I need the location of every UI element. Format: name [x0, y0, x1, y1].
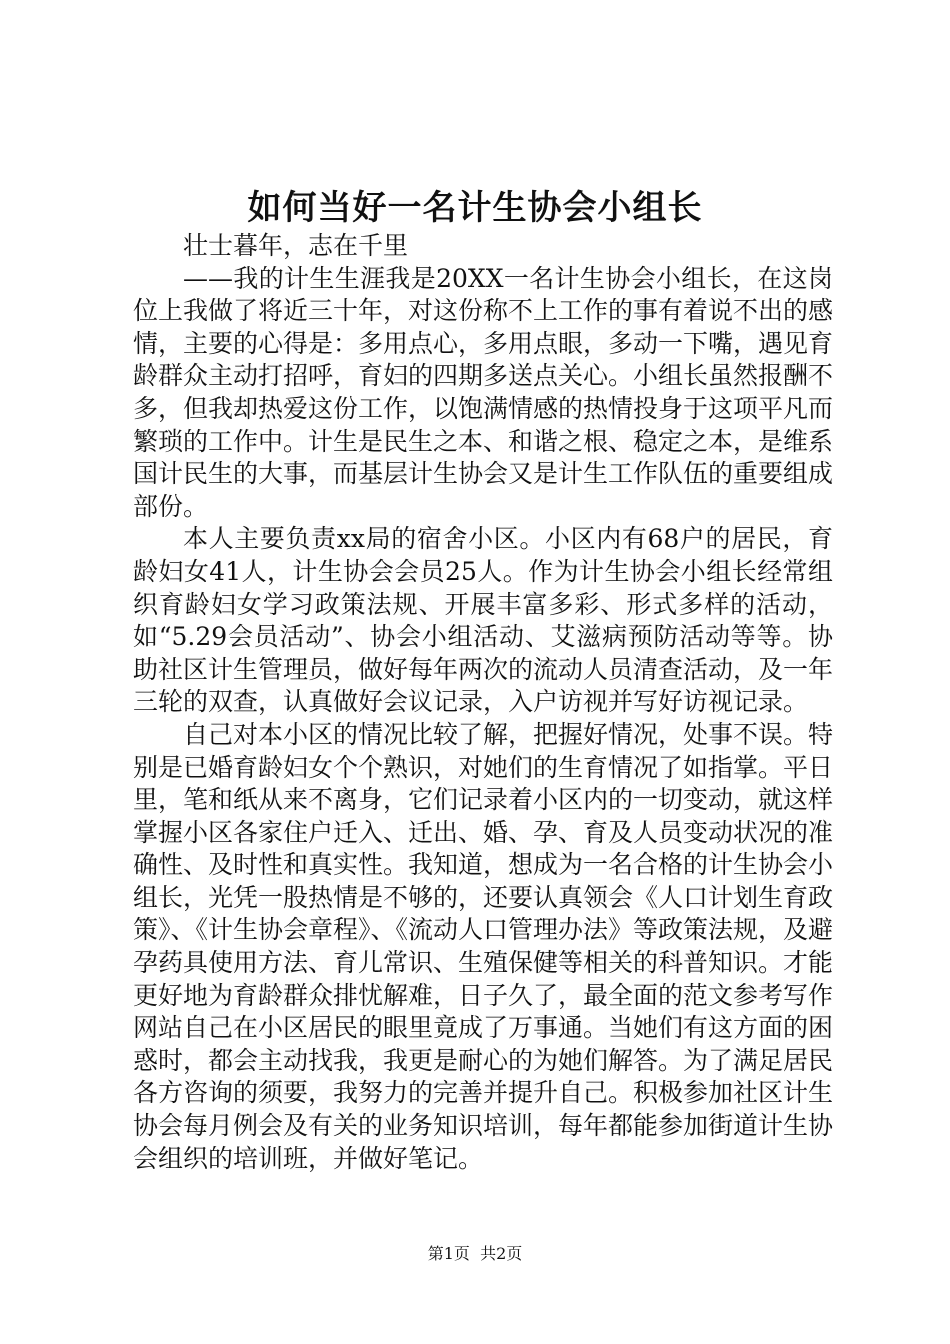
- paragraph-intro: ——我的计生生涯我是20XX一名计生协会小组长，在这岗位上我做了将近三十年，对这份称不上工作的事有着说不出的感情，主要的心得是：多用点心，多用点眼，多动一下嘴，遇见育龄群众主动打招呼，育妇的四期多送点关心。小组长虽然报酬不多，但我却热爱这份工作，以饱满情感的热情投身于这项平凡而繁琐的工作中。计生是民生之本、和谐之根、稳定之本，是维系国计民生的大事，而基层计生协会又是计生工作队伍的重要组成部份。: [133, 263, 834, 521]
- paragraph-responsibilities: 本人主要负责xx局的宿舍小区。小区内有68户的居民，育龄妇女41人，计生协会会员25人。作为计生协会小组长经常组织育龄妇女学习政策法规、开展丰富多彩、形式多样的活动，如“5.29会员活动”、协会小组活动、艾滋病预防活动等等。协助社区计生管理员，做好每年两次的流动人员清查活动，及一年三轮的双查，认真做好会议记录，入户访视并写好访视记录。: [133, 524, 834, 717]
- page-number: 第1页: [427, 1244, 470, 1263]
- document-body: [133, 230, 833, 1175]
- page-footer: [0, 1243, 950, 1265]
- page-total: 共2页: [480, 1244, 523, 1263]
- paragraph-subtitle: 壮士暮年，志在千里: [183, 231, 409, 260]
- paragraph-knowledge: 自己对本小区的情况比较了解，把握好情况，处事不误。特别是已婚育龄妇女个个熟识，对她们的生育情况了如指掌。平日里，笔和纸从来不离身，它们记录着小区内的一切变动，就这样掌握小区各家住户迁入、迁出、婚、孕、育及人员变动状况的准确性、及时性和真实性。我知道，想成为一名合格的计生协会小组长，光凭一股热情是不够的，还要认真领会《人口计划生育政策》、《计生协会章程》、《流动人口管理办法》等政策法规，及避孕药具使用方法、育儿常识、生殖保健等相关的科普知识。才能更好地为育龄群众排忧解难，日子久了，最全面的范文参考写作网站自己在小区居民的眼里竟成了万事通。当她们有这方面的困惑时，都会主动找我，我更是耐心的为她们解答。为了满足居民各方咨询的须要，我努力的完善并提升自己。积极参加社区计生协会每月例会及有关的业务知识培训，每年都能参加街道计生协会组织的培训班，并做好笔记。: [133, 719, 834, 1173]
- document-title: 如何当好一名计生协会小组长: [247, 188, 703, 228]
